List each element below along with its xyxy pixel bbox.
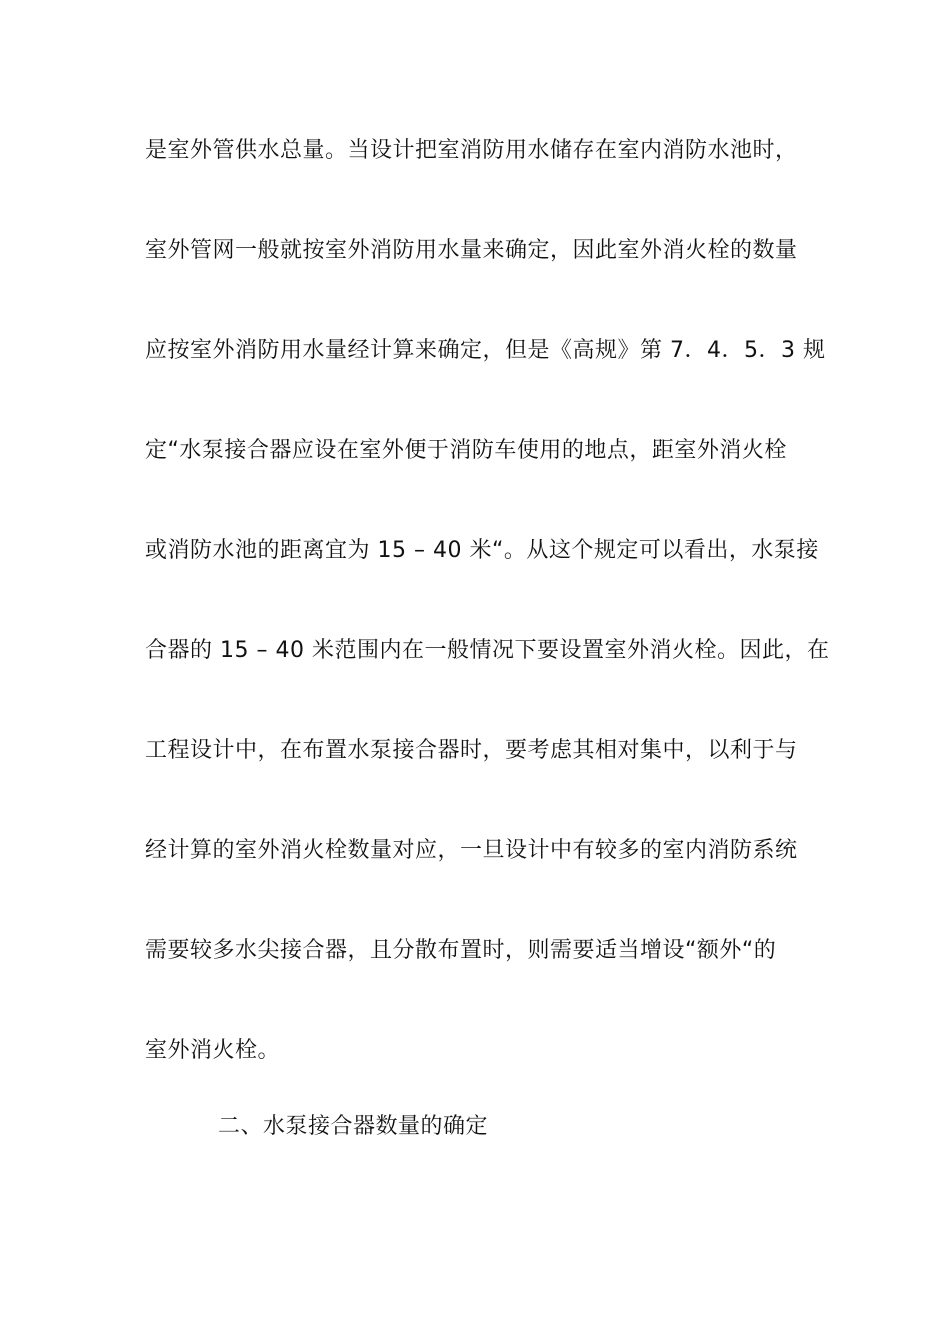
paragraph-line: 是室外管供水总量。当设计把室消防用水储存在室内消防水池时， xyxy=(145,138,798,163)
paragraph-line: 室外管网一般就按室外消防用水量来确定，因此室外消火栓的数量 xyxy=(145,238,798,263)
paragraph-line: 室外消火栓。 xyxy=(145,1038,281,1063)
paragraph-line: 合器的 15 – 40 米范围内在一般情况下要设置室外消火栓。因此，在 xyxy=(145,638,830,663)
paragraph-line: 工程设计中，在布置水泵接合器时，要考虑其相对集中，以利于与 xyxy=(145,738,798,763)
paragraph-line: 定“水泵接合器应设在室外便于消防车使用的地点，距室外消火栓 xyxy=(145,438,787,463)
paragraph-line: 经计算的室外消火栓数量对应，一旦设计中有较多的室内消防系统 xyxy=(145,838,798,863)
paragraph-line: 需要较多水尖接合器，且分散布置时，则需要适当增设“额外“的 xyxy=(145,938,777,963)
paragraph-line: 应按室外消防用水量经计算来确定，但是《高规》第 7．4．5．3 规 xyxy=(145,338,826,363)
section-heading: 二、水泵接合器数量的确定 xyxy=(218,1114,489,1139)
paragraph-line: 或消防水池的距离宜为 15 – 40 米“。从这个规定可以看出，水泵接 xyxy=(145,538,819,563)
